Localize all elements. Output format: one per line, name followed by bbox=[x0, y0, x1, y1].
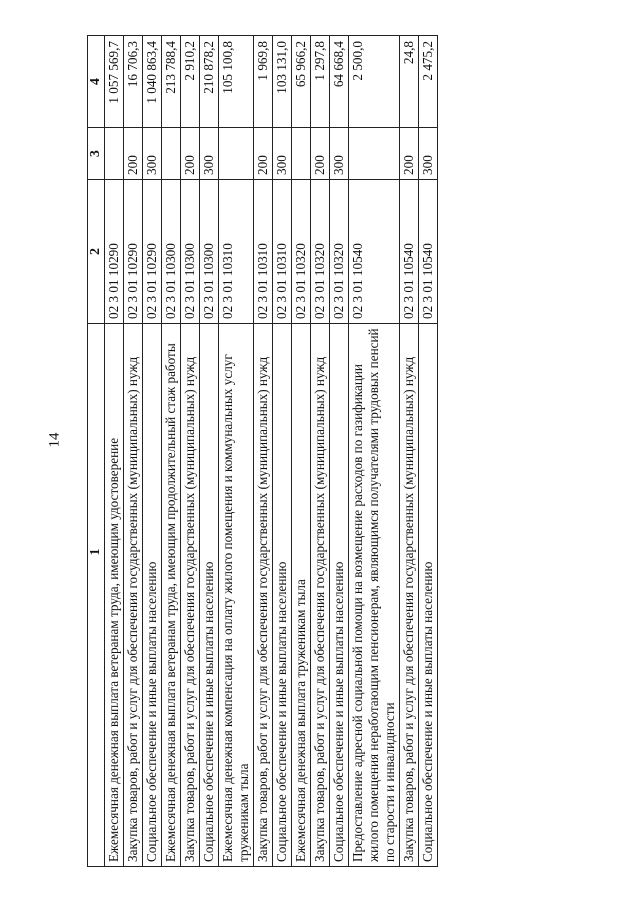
cell-type: 200 bbox=[124, 128, 143, 180]
cell-type: 300 bbox=[330, 128, 349, 180]
table-row bbox=[400, 36, 419, 867]
cell-code: 02 3 01 10540 bbox=[349, 179, 400, 323]
table-row bbox=[181, 36, 200, 867]
cell-name: Социальное обеспечение и иные выплаты населению bbox=[273, 323, 292, 866]
cell-type: 200 bbox=[181, 128, 200, 180]
cell-name: Социальное обеспечение и иные выплаты населению bbox=[330, 323, 349, 866]
cell-code: 02 3 01 10300 bbox=[162, 179, 181, 323]
cell-type: 300 bbox=[143, 128, 162, 180]
cell-code: 02 3 01 10310 bbox=[219, 179, 254, 323]
page-number: 14 bbox=[46, 432, 63, 448]
cell-type bbox=[219, 128, 254, 180]
cell-name: Социальное обеспечение и иные выплаты населению bbox=[143, 323, 162, 866]
cell-name: Предоставление адресной социальной помощи на возмещение расходов по газификации жилого помещения неработающим пенсионерам, являющимся получателями трудовых пенсий по старости и инвалидности bbox=[349, 323, 400, 866]
cell-amount: 1 057 569,7 bbox=[105, 36, 124, 128]
cell-code: 02 3 01 10540 bbox=[419, 179, 438, 323]
cell-type bbox=[105, 128, 124, 180]
cell-name: Социальное обеспечение и иные выплаты населению bbox=[200, 323, 219, 866]
cell-amount: 2 910,2 bbox=[181, 36, 200, 128]
column-header-code: 2 bbox=[88, 179, 105, 323]
cell-code: 02 3 01 10290 bbox=[124, 179, 143, 323]
cell-type: 200 bbox=[254, 128, 273, 180]
cell-amount: 2 475,2 bbox=[419, 36, 438, 128]
cell-type: 300 bbox=[419, 128, 438, 180]
cell-code: 02 3 01 10310 bbox=[273, 179, 292, 323]
table-row bbox=[273, 36, 292, 867]
table-row bbox=[311, 36, 330, 867]
cell-amount: 210 878,2 bbox=[200, 36, 219, 128]
budget-table bbox=[87, 35, 438, 867]
cell-name: Ежемесячная денежная выплата ветеранам труда, имеющим продолжительный стаж работы bbox=[162, 323, 181, 866]
cell-name: Ежемесячная денежная выплата труженикам тыла bbox=[292, 323, 311, 866]
cell-type: 200 bbox=[400, 128, 419, 180]
cell-code: 02 3 01 10320 bbox=[311, 179, 330, 323]
cell-amount: 16 706,3 bbox=[124, 36, 143, 128]
cell-type bbox=[292, 128, 311, 180]
cell-code: 02 3 01 10290 bbox=[105, 179, 124, 323]
cell-name: Закупка товаров, работ и услуг для обеспечения государственных (муниципальных) нужд bbox=[254, 323, 273, 866]
table-row bbox=[330, 36, 349, 867]
cell-name: Закупка товаров, работ и услуг для обеспечения государственных (муниципальных) нужд bbox=[311, 323, 330, 866]
cell-amount: 2 500,0 bbox=[349, 36, 400, 128]
cell-name: Закупка товаров, работ и услуг для обеспечения государственных (муниципальных) нужд bbox=[181, 323, 200, 866]
cell-amount: 1 297,8 bbox=[311, 36, 330, 128]
table-row bbox=[200, 36, 219, 867]
cell-type bbox=[349, 128, 400, 180]
cell-amount: 64 668,4 bbox=[330, 36, 349, 128]
cell-code: 02 3 01 10300 bbox=[181, 179, 200, 323]
cell-amount: 1 040 863,4 bbox=[143, 36, 162, 128]
column-header-name: 1 bbox=[88, 323, 105, 866]
cell-code: 02 3 01 10540 bbox=[400, 179, 419, 323]
cell-code: 02 3 01 10290 bbox=[143, 179, 162, 323]
cell-type bbox=[162, 128, 181, 180]
cell-type: 300 bbox=[273, 128, 292, 180]
cell-name: Закупка товаров, работ и услуг для обеспечения государственных (муниципальных) нужд bbox=[124, 323, 143, 866]
table-row bbox=[419, 36, 438, 867]
cell-code: 02 3 01 10310 bbox=[254, 179, 273, 323]
cell-amount: 24,8 bbox=[400, 36, 419, 128]
table-row bbox=[124, 36, 143, 867]
cell-name: Социальное обеспечение и иные выплаты населению bbox=[419, 323, 438, 866]
cell-type: 200 bbox=[311, 128, 330, 180]
cell-code: 02 3 01 10320 bbox=[292, 179, 311, 323]
cell-type: 300 bbox=[200, 128, 219, 180]
cell-code: 02 3 01 10320 bbox=[330, 179, 349, 323]
table-row bbox=[162, 36, 181, 867]
column-header-type: 3 bbox=[88, 128, 105, 180]
cell-name: Закупка товаров, работ и услуг для обеспечения государственных (муниципальных) нужд bbox=[400, 323, 419, 866]
cell-amount: 1 969,8 bbox=[254, 36, 273, 128]
cell-name: Ежемесячная денежная компенсация на оплату жилого помещения и коммунальных услуг труженикам тыла bbox=[219, 323, 254, 866]
cell-code: 02 3 01 10300 bbox=[200, 179, 219, 323]
table-row bbox=[143, 36, 162, 867]
cell-name: Ежемесячная денежная выплата ветеранам труда, имеющим удостоверение bbox=[105, 323, 124, 866]
table-row bbox=[254, 36, 273, 867]
rotated-table-container bbox=[87, 35, 554, 867]
table-row bbox=[292, 36, 311, 867]
table-row bbox=[349, 36, 400, 867]
table-body bbox=[105, 36, 438, 867]
cell-amount: 213 788,4 bbox=[162, 36, 181, 128]
cell-amount: 103 131,0 bbox=[273, 36, 292, 128]
cell-amount: 65 966,2 bbox=[292, 36, 311, 128]
table-row bbox=[105, 36, 124, 867]
table-header-row bbox=[88, 36, 105, 867]
cell-amount: 105 100,8 bbox=[219, 36, 254, 128]
table-row bbox=[219, 36, 254, 867]
column-header-amount: 4 bbox=[88, 36, 105, 128]
